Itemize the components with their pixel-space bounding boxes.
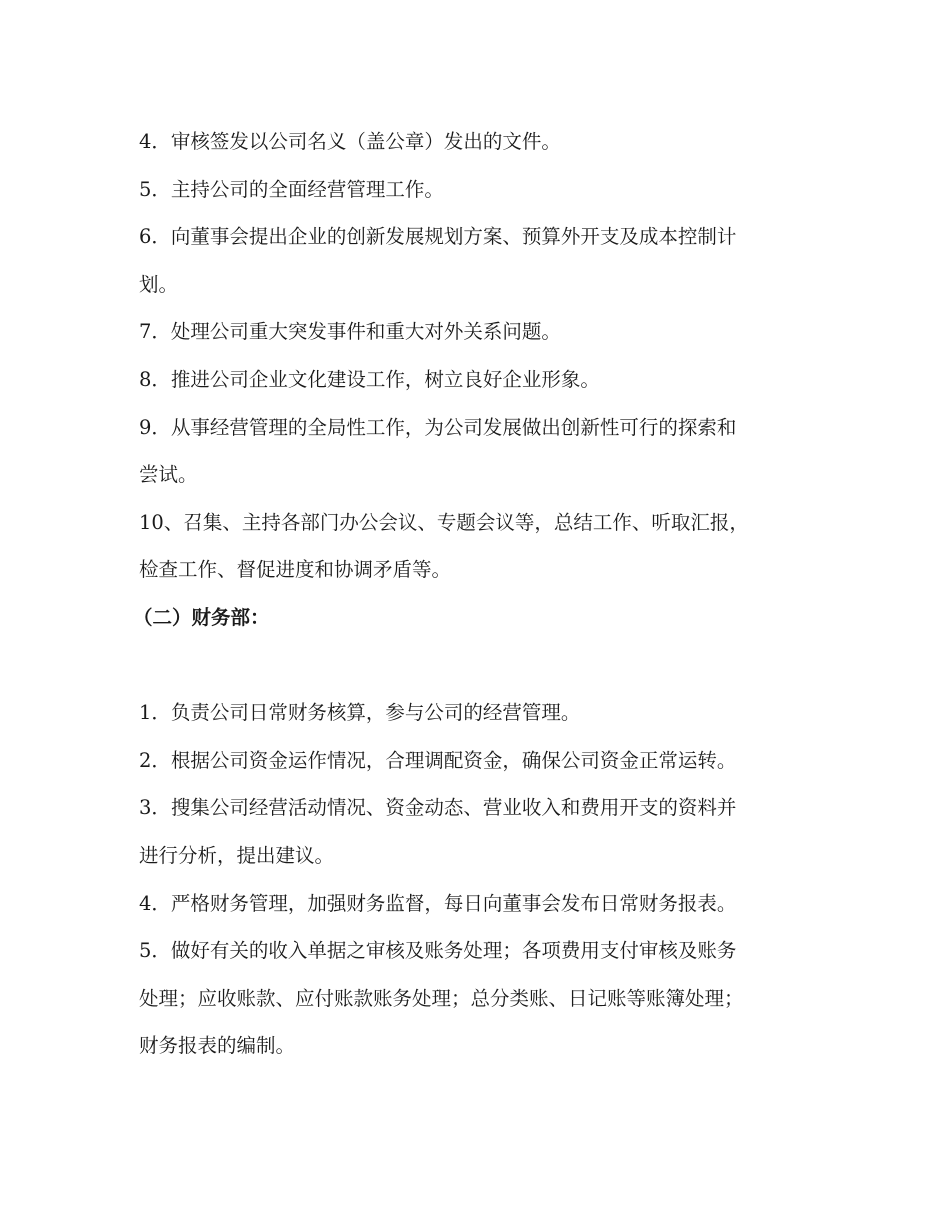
text-line: 财务报表的编制。: [139, 1034, 296, 1058]
text-line: 处理；应收账款、应付账款账务处理；总分类账、日记账等账簿处理；: [139, 986, 744, 1010]
text-line: 1．负责公司日常财务核算，参与公司的经营管理。: [139, 701, 581, 725]
document-body: [133, 118, 809, 1070]
text-line: 尝试。: [139, 463, 198, 487]
section-heading-finance: （二）财务部：: [133, 605, 270, 629]
text-line: 5．做好有关的收入单据之审核及账务处理；各项费用支付审核及账务: [139, 939, 737, 963]
text-line: 4．严格财务管理，加强财务监督，每日向董事会发布日常财务报表。: [139, 891, 737, 915]
text-line: 划。: [139, 272, 179, 296]
text-line: 5．主持公司的全面经营管理工作。: [139, 177, 444, 201]
text-line: 检查工作、督促进度和协调矛盾等。: [139, 558, 452, 582]
text-line: 4．审核签发以公司名义（盖公章）发出的文件。: [139, 130, 561, 153]
blank-line: [139, 642, 809, 690]
text-line: 3．搜集公司经营活动情况、资金动态、营业收入和费用开支的资料并: [139, 796, 737, 820]
text-line: 7．处理公司重大突发事件和重大对外关系问题。: [139, 320, 561, 344]
text-line: 6．向董事会提出企业的创新发展规划方案、预算外开支及成本控制计: [139, 225, 737, 249]
text-line: 进行分析，提出建议。: [139, 843, 335, 867]
text-line: 2．根据公司资金运作情况，合理调配资金，确保公司资金正常运转。: [139, 748, 737, 772]
text-line: 8．推进公司企业文化建设工作，树立良好企业形象。: [139, 367, 600, 391]
text-line: 10、召集、主持各部门办公会议、专题会议等，总结工作、听取汇报，: [139, 510, 749, 534]
text-line: 9．从事经营管理的全局性工作，为公司发展做出创新性可行的探索和: [139, 415, 737, 439]
